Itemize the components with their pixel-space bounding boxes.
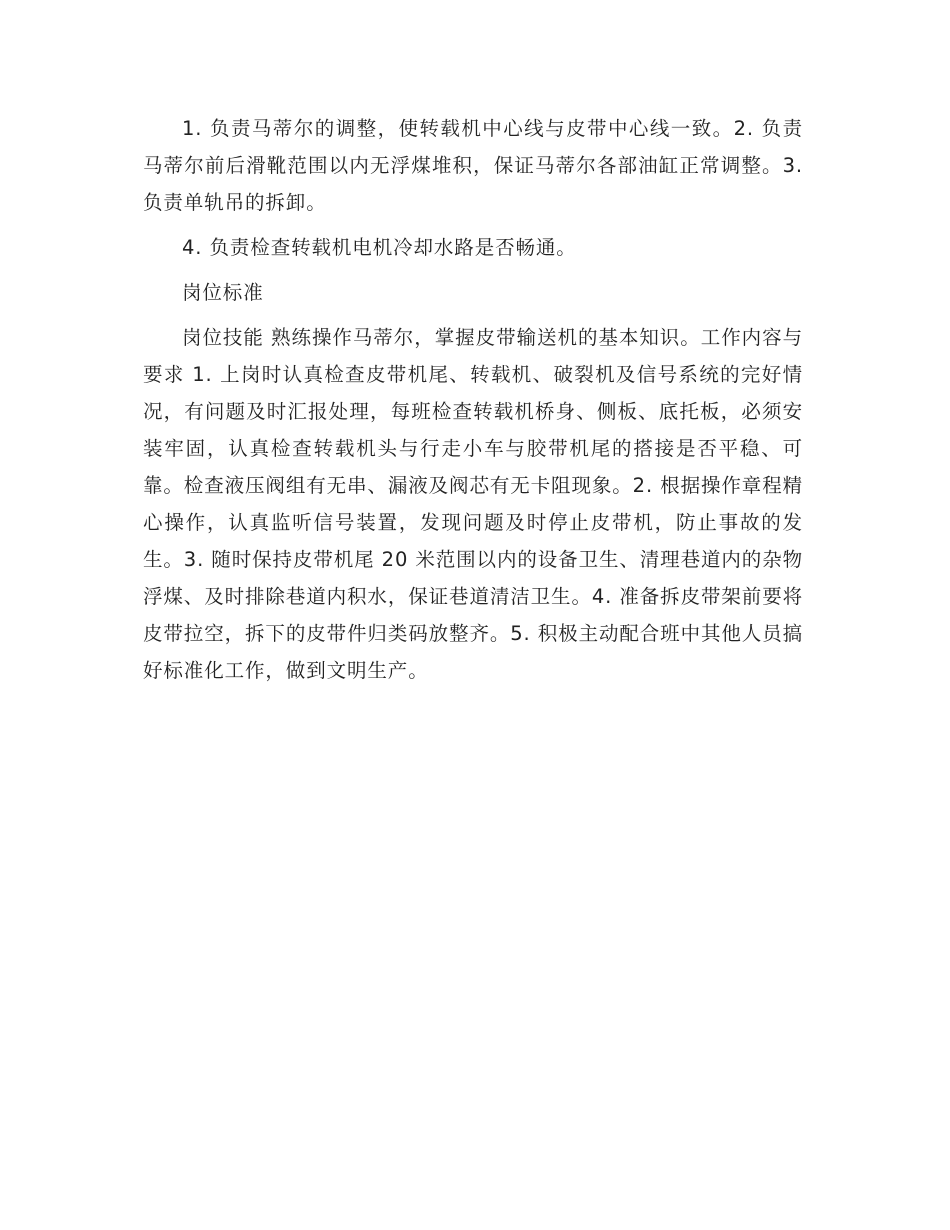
paragraph-duty-4: 4. 负责检查转载机电机冷却水路是否畅通。 xyxy=(182,236,577,259)
paragraph-duties-1-3: 1. 负责马蒂尔的调整，使转载机中心线与皮带中心线一致。2. 负责马蒂尔前后滑靴范围以内无浮煤堆积，保证马蒂尔各部油缸正常调整。3. 负责单轨吊的拆卸。 xyxy=(143,117,803,214)
document-body xyxy=(143,110,803,697)
section-heading-standards: 岗位标准 xyxy=(182,281,264,304)
paragraph-skills-requirements: 岗位技能 熟练操作马蒂尔，掌握皮带输送机的基本知识。工作内容与要求 1. 上岗时认真检查皮带机尾、转载机、破裂机及信号系统的完好情况，有问题及时汇报处理，每班检查转载机桥身、侧板、底托板，必须安装牢固，认真检查转载机头与行走小车与胶带机尾的搭接是否平稳、可靠。检查液压阀组有无串、漏液及阀芯有无卡阻现象。2. 根据操作章程精心操作，认真监听信号装置，发现问题及时停止皮带机，防止事故的发生。3. 随时保持皮带机尾 20 米范围以内的设备卫生、清理巷道内的杂物浮煤、及时排除巷道内积水，保证巷道清洁卫生。4. 准备拆皮带架前要将皮带拉空，拆下的皮带件归类码放整齐。5. 积极主动配合班中其他人员搞好标准化工作，做到文明生产。 xyxy=(143,326,803,682)
